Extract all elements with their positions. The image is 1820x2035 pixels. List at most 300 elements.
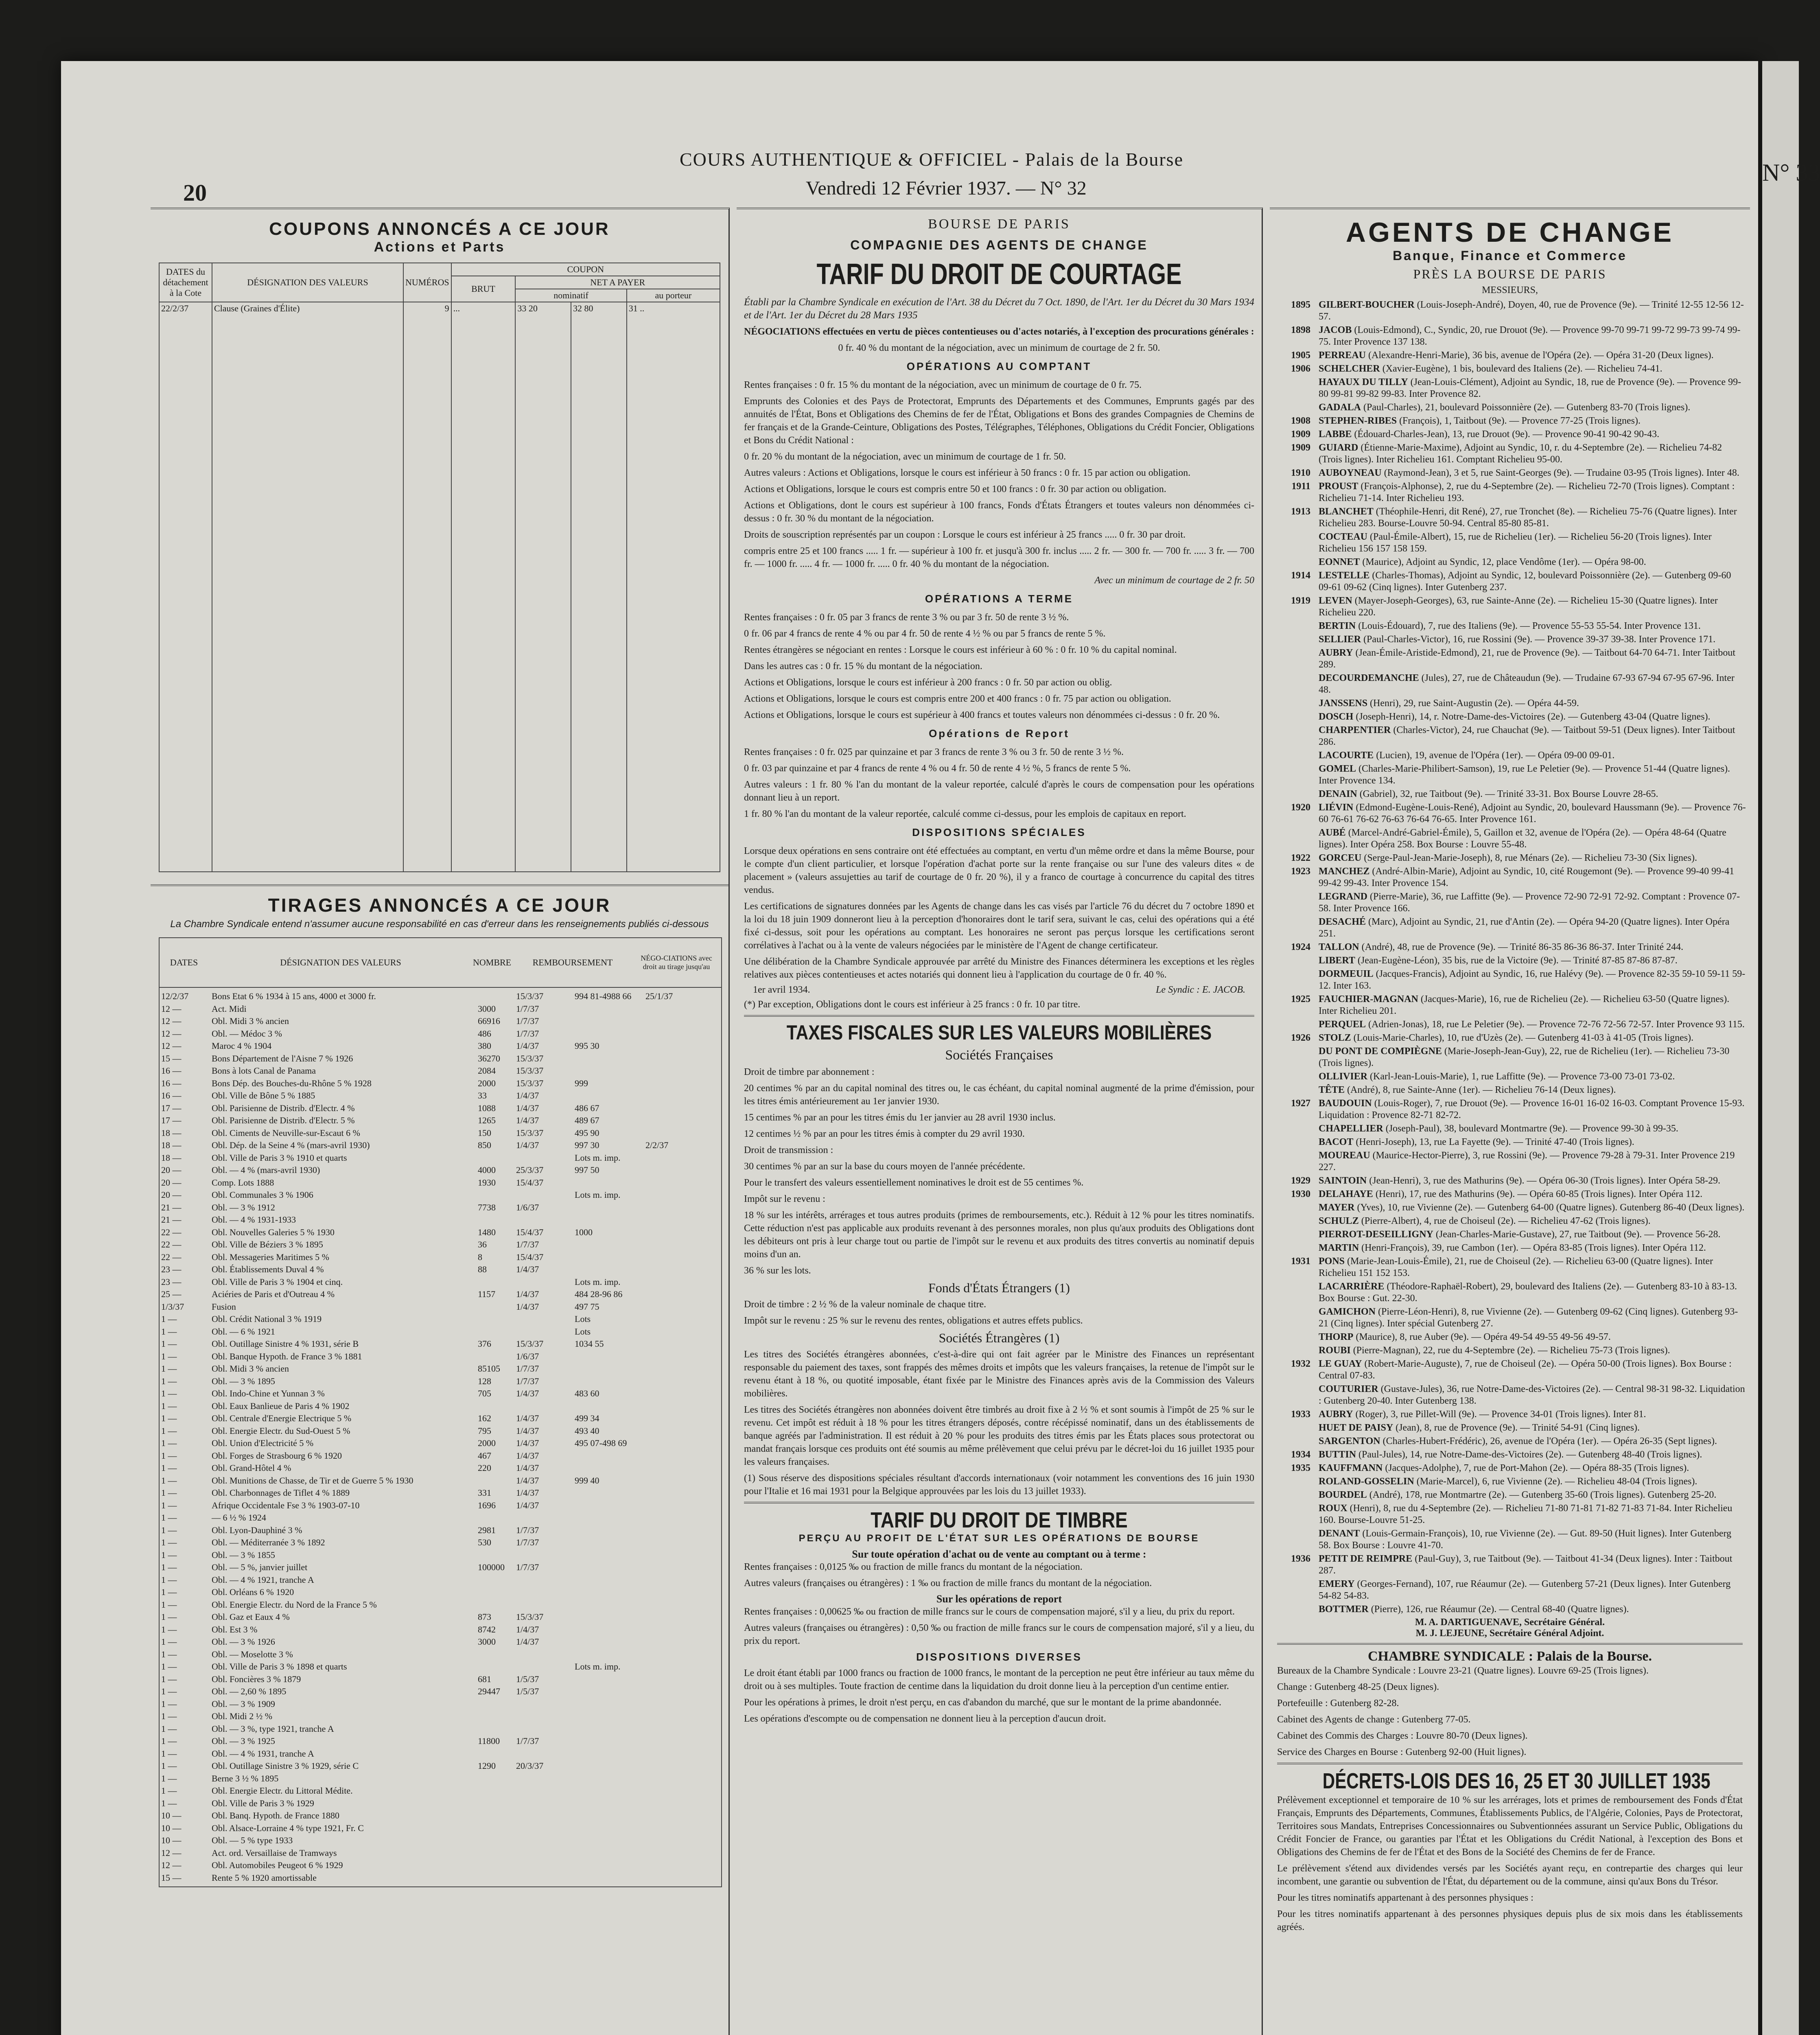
tirages-col-dates: DATES — [170, 957, 198, 967]
agent-details: (Gabriel), 32, rue Taitbout (9e). — Trinité 33-31. Box Bourse Louvre 28-65. — [1359, 789, 1658, 799]
agent-entry — [1274, 467, 1746, 479]
tirage-nombre: 150 — [478, 1127, 491, 1138]
tirage-row — [160, 1512, 721, 1524]
agent-details: (Louis-Edmond), C., Syndic, 20, rue Drouot (9e). — Provence 99-70 99-71 99-72 99-73 99-74 99-75. Inter Provence 137 138. — [1319, 325, 1741, 347]
next-page-edge — [1762, 61, 1820, 2035]
text-paragraph: Portefeuille : Gutenberg 82-28. — [1277, 1698, 1399, 1709]
timbre-diverses-lines — [737, 1667, 1262, 1725]
tirage-date: 1 — — [161, 1450, 177, 1461]
tirage-date: 20 — — [161, 1177, 182, 1188]
agent-entry — [1274, 968, 1746, 992]
agent-year: 1905 — [1291, 350, 1310, 361]
text-paragraph: Pour le transfert des valeurs essentiellement nominatives le droit est de 55 centimes %. — [744, 1177, 1084, 1188]
tirage-row — [160, 1586, 721, 1599]
report-lines — [737, 746, 1262, 821]
text-paragraph: Actions et Obligations, lorsque le cours est supérieur à 400 francs et toutes valeurs non dénommées ci-dessus : 0 fr. 20 %. — [744, 710, 1220, 720]
tirage-row — [160, 1412, 721, 1425]
tirages-col-remboursement: REMBOURSEMENT — [532, 957, 613, 967]
tirage-date: 1 — — [161, 1339, 177, 1349]
terme-lines — [737, 611, 1262, 722]
tarif-title: TARIF DU DROIT DE COURTAGE — [816, 258, 1182, 291]
agent-year: 1908 — [1291, 416, 1310, 426]
agent-name: DECOURDEMANCHE — [1319, 673, 1419, 683]
tirage-designation: Obl. Ville de Paris 3 % 1910 et quarts — [212, 1152, 347, 1163]
tirage-designation: Obl. Automobiles Peugeot 6 % 1929 — [212, 1860, 343, 1870]
text-paragraph: Autres valeurs (françaises ou étrangères) : 0,50 ‰ ou fraction de mille francs sur le cours de compensation majoré, s'il y a lieu, du prix du report. — [744, 1623, 1254, 1646]
text-paragraph: 36 % sur les lots. — [744, 1265, 811, 1276]
tirage-rdate: 1/7/37 — [516, 1525, 539, 1535]
tirage-rdate: 15/3/37 — [516, 1612, 544, 1622]
tirage-rdate: 1/7/37 — [516, 1736, 539, 1746]
text-paragraph: 0 fr. 03 par quinzaine et par 4 francs de rente 4 % ou 4 fr. 50 de rente 4 ½ %, 5 francs de rente 5 %. — [744, 763, 1131, 774]
tirage-rdate: 15/3/37 — [516, 1078, 544, 1088]
tirage-row — [160, 1710, 721, 1723]
tirage-row — [160, 1065, 721, 1077]
agent-details: (Pierre), 126, rue Réaumur (2e). — Central 68-40 (Quatre lignes). — [1371, 1604, 1629, 1615]
tirage-designation: Obl. Établissements Duval 4 % — [212, 1264, 324, 1274]
tirage-row — [160, 1090, 721, 1102]
timbre-comptant-title: Sur toute opération d'achat ou de vente au comptant ou à terme : — [852, 1548, 1146, 1560]
coupons-row — [159, 302, 720, 872]
agent-name: HAYAUX DU TILLY — [1319, 377, 1408, 387]
agent-details: (Paul-Jules), 14, rue Notre-Dame-des-Victoires (2e). — Gutenberg 48-40 (Trois lignes). — [1358, 1449, 1702, 1460]
taxes-fr-lines — [737, 1066, 1262, 1277]
agent-name: MOUREAU — [1319, 1150, 1370, 1161]
tirage-date: 1 — — [161, 1649, 177, 1659]
tirage-designation: Rente 5 % 1920 amortissable — [212, 1872, 317, 1883]
tirage-row — [160, 1003, 721, 1015]
tirage-date: 1 — — [161, 1786, 177, 1796]
tirage-date: 1 — — [161, 1388, 177, 1398]
agent-year: 1895 — [1291, 300, 1310, 310]
newspaper-page — [61, 61, 1758, 2035]
tirage-designation: Obl. Energie Electr. du Nord de la France 5 % — [212, 1599, 377, 1610]
tirage-date: 15 — — [161, 1053, 182, 1063]
tirage-nombre: 29447 — [478, 1686, 500, 1696]
agent-year: 1906 — [1291, 363, 1310, 374]
tirage-row — [160, 1735, 721, 1748]
tirage-nombre: 7738 — [478, 1202, 496, 1212]
tirage-date: 12/2/37 — [161, 991, 189, 1001]
tirage-row — [160, 1053, 721, 1065]
tirage-rdate: 1/4/37 — [516, 1637, 539, 1647]
agent-entry — [1274, 711, 1746, 723]
tirage-row — [160, 1661, 721, 1673]
timbre-subtitle: PERÇU AU PROFIT DE L'ÉTAT SUR LES OPÉRATIONS DE BOURSE — [798, 1533, 1200, 1544]
agent-year: 1925 — [1291, 994, 1310, 1004]
agent-name: SAINTOIN — [1319, 1175, 1367, 1186]
agent-name: LIBERT — [1319, 955, 1355, 966]
tirage-taux: 999 — [575, 1078, 588, 1088]
agent-entry — [1274, 647, 1746, 671]
agent-name: EMERY — [1319, 1579, 1355, 1589]
agent-details: (André), 48, rue de Provence (9e). — Trinité 86-35 86-36 86-37. Inter Trinité 244. — [1361, 942, 1684, 952]
tirage-designation: Obl. — 3 % 1895 — [212, 1376, 275, 1386]
text-paragraph: 18 % sur les intérêts, arrérages et tous autres produits (primes de remboursements, etc.). Réduit à 12 % pour les titres nominatifs. Cette réduction n'est pas applicable aux produits revenant à des personnes morales, non plus qu'aux produits des Obligations dont les débiteurs ont pris à leur charge tout ou partie de l'impôt sur le revenu et aux produits des titres convertis au nominatif depuis moins d'un an. — [744, 1210, 1254, 1260]
tirage-rdate: 1/6/37 — [516, 1202, 539, 1212]
soc-etr-title: Sociétés Étrangères (1) — [938, 1330, 1060, 1345]
tirage-designation: Obl. Foncières 3 % 1879 — [212, 1674, 301, 1684]
tirage-designation: Obl. Ville de Bône 5 % 1885 — [212, 1090, 315, 1101]
tirage-rdate: 1/4/37 — [516, 1115, 539, 1125]
agent-name: LEVEN — [1319, 595, 1352, 606]
agent-entry — [1274, 1383, 1746, 1407]
tirage-taux: 999 40 — [575, 1475, 599, 1486]
tirage-designation: Bons Département de l'Aisne 7 % 1926 — [212, 1053, 353, 1063]
tirage-designation: Obl. Alsace-Lorraine 4 % type 1921, Fr. C — [212, 1823, 364, 1833]
tirage-nombre: 873 — [478, 1612, 491, 1622]
tirages-col-nombre: NOMBRE — [473, 957, 512, 967]
agent-year: 1933 — [1291, 1409, 1310, 1420]
tirage-rdate: 1/4/37 — [516, 1500, 539, 1510]
tirage-designation: Afrique Occidentale Fse 3 % 1903-07-10 — [212, 1500, 360, 1510]
agent-entry — [1274, 1215, 1746, 1227]
agent-year: 1922 — [1291, 853, 1310, 863]
tirage-row — [160, 1648, 721, 1661]
tirage-row — [160, 1698, 721, 1711]
tirage-designation: Obl. Union d'Electricité 5 % — [212, 1438, 314, 1448]
agent-entry — [1274, 1331, 1746, 1343]
text-paragraph: Actions et Obligations, dont le cours est supérieur à 100 francs, Fonds d'États Étrangers et toutes valeurs non dénommées ci-dessus : 0 fr. 30 % du montant de la négociation. — [744, 500, 1254, 524]
tirage-designation: Obl. — Méditerranée 3 % 1892 — [212, 1537, 325, 1547]
agents-subtitle: Banque, Finance et Commerce — [1393, 248, 1627, 263]
tirage-nombre: 380 — [478, 1041, 491, 1051]
agent-details: (Joseph-Henri), 14, r. Notre-Dame-des-Victoires (2e). — Gutenberg 43-04 (Quatre lignes). — [1356, 711, 1711, 722]
tirage-designation: Obl. — 4 % 1931-1933 — [212, 1214, 296, 1225]
tirage-row — [160, 1114, 721, 1127]
text-paragraph: Emprunts des Colonies et des Pays de Protectorat, Emprunts des Départements et des Communes, Emprunts gagés par des annuités de l'État, Bons et Obligations des Chemins de fer de l'État, Obligations et Bons des grandes Compagnies de Chemins de fer français et de la Grande-Ceinture, Obligations des Postes, Télégraphes, Téléphones, Obligations du Crédit Foncier, Obligations et Bons du Crédit National : — [744, 396, 1254, 446]
tirage-nombre: 4000 — [478, 1165, 496, 1175]
tirage-row — [160, 1475, 721, 1487]
tirage-taux: Lots — [575, 1314, 591, 1324]
agent-details: (Louis-Marie-Charles), 10, rue d'Uzès (2e). — Gutenberg 41-03 à 41-05 (Trois lignes). — [1353, 1033, 1694, 1043]
dispositions-title: DISPOSITIONS SPÉCIALES — [912, 826, 1086, 838]
coupons-col-dates: DATES du détachement à la Cote — [159, 263, 212, 302]
tirage-nombre: 530 — [478, 1537, 491, 1547]
tirage-row — [160, 1760, 721, 1772]
tirage-row — [160, 1400, 721, 1413]
tirage-date: 1 — — [161, 1674, 177, 1684]
tirage-designation: Obl. Dép. de la Seine 4 % (mars-avril 1930) — [212, 1140, 370, 1150]
tirage-designation: Obl. — 5 %, janvier juillet — [212, 1562, 308, 1572]
tarif-company: COMPAGNIE DES AGENTS DE CHANGE — [850, 238, 1148, 252]
text-paragraph: Service des Charges en Bourse : Gutenberg 92-00 (Huit lignes). — [1277, 1747, 1527, 1757]
agent-entry — [1274, 442, 1746, 466]
page-header — [61, 61, 1758, 208]
secretary-adjoint: M. J. LEJEUNE, Secrétaire Général Adjoint. — [1415, 1628, 1604, 1639]
tirage-taux: 484 28-96 86 — [575, 1289, 623, 1299]
agent-entry — [1274, 1476, 1746, 1488]
agent-entry — [1274, 1345, 1746, 1357]
tirage-taux: Lots m. imp. — [575, 1152, 621, 1163]
tarif-negociations: NÉGOCIATIONS effectuées en vertu de pièces contentieuses ou d'actes notariés, à l'exception des procurations générales : — [744, 326, 1254, 337]
tirage-negociation: 25/1/37 — [645, 991, 673, 1001]
tirage-nombre: 705 — [478, 1388, 491, 1398]
tirage-nombre: 100000 — [478, 1562, 505, 1572]
agent-entry — [1274, 866, 1746, 889]
agent-details: (Théodore-Raphaël-Robert), 29, boulevard des Italiens (2e). — Gutenberg 83-10 à 83-13. Box Bourse : Gut. 22-30. — [1319, 1281, 1737, 1304]
agent-name: PERQUEL — [1319, 1019, 1366, 1030]
tirage-row — [160, 1772, 721, 1785]
agent-details: (Étienne-Marie-Maxime), Adjoint au Syndic, 10, r. du 4-Septembre (2e). — Richelieu 74-82 (Trois lignes). Inter Richelieu 161. Comptant Richelieu 95-00. — [1319, 442, 1722, 465]
coupon-date: 22/2/37 — [159, 302, 212, 872]
agent-details: (Jacques-Marie), 16, rue de Richelieu (2e). — Richelieu 63-50 (Quatre lignes). Inter Richelieu 201. — [1319, 994, 1730, 1016]
agent-name: LEGRAND — [1319, 891, 1368, 902]
coupons-col-net: NET A PAYER — [515, 276, 720, 289]
agent-name: COCTEAU — [1319, 532, 1368, 542]
tirage-row — [160, 1636, 721, 1648]
tirage-nombre: 850 — [478, 1140, 491, 1150]
tirage-rdate: 1/7/37 — [516, 1016, 539, 1026]
secretary: M. A. DARTIGUENAVE, Secrétaire Général. — [1415, 1617, 1605, 1628]
tirage-designation: Maroc 4 % 1904 — [212, 1041, 272, 1051]
minimum-note: Avec un minimum de courtage de 2 fr. 50 — [1094, 575, 1254, 586]
tirage-nombre: 11800 — [478, 1736, 500, 1746]
coupons-col-designation: DÉSIGNATION DES VALEURS — [212, 263, 403, 302]
tirage-designation: Obl. Munitions de Chasse, de Tir et de Guerre 5 % 1930 — [212, 1475, 413, 1486]
agent-name: FAUCHIER-MAGNAN — [1319, 994, 1418, 1004]
tirage-designation: Obl. Parisienne de Distrib. d'Electr. 5 % — [212, 1115, 355, 1125]
tarif-footnote: (*) Par exception, Obligations dont le cours est inférieur à 25 francs : 0 fr. 10 par titre. — [744, 999, 1081, 1010]
tirage-nombre: 1930 — [478, 1177, 496, 1188]
agent-details: (Henri), 8, rue du 4-Septembre (2e). — Richelieu 71-80 71-81 71-82 71-83 71-84. Inter Richelieu 160. Bourse-Louvre 51-25. — [1319, 1503, 1732, 1525]
agent-details: (Yves), 10, rue Vivienne (2e). — Gutenberg 64-00 (Quatre lignes). Gutenberg 86-40 (Deux lignes). — [1357, 1202, 1745, 1213]
tirage-row — [160, 1387, 721, 1400]
tirage-date: 1 — — [161, 1512, 177, 1523]
agent-entry — [1274, 429, 1746, 440]
agent-entry — [1274, 556, 1746, 568]
tirage-rdate: 1/7/37 — [516, 1376, 539, 1386]
tirage-rdate: 1/4/37 — [516, 1103, 539, 1113]
date-signed: 1er avril 1934. — [753, 985, 810, 995]
tirage-nombre: 66916 — [478, 1016, 500, 1026]
tirage-date: 1 — — [161, 1773, 177, 1783]
agent-entry — [1274, 827, 1746, 851]
agent-details: (Henri), 17, rue des Mathurins (9e). — Opéra 60-85 (Trois lignes). Inter Opéra 112. — [1375, 1189, 1703, 1199]
tirage-rdate: 15/3/37 — [516, 991, 544, 1001]
agent-entry — [1274, 1409, 1746, 1420]
agent-entry — [1274, 1449, 1746, 1461]
agent-entry — [1274, 724, 1746, 748]
agent-details: (Paul-Charles-Victor), 16, rue Rossini (9e). — Provence 39-37 39-38. Inter Provence 171. — [1363, 634, 1716, 645]
text-paragraph: Autres valeurs : 1 fr. 80 % l'an du montant de la valeur reportée, calculé d'après le cours de compensation pour les opérations donnant lieu à un report. — [744, 779, 1254, 803]
tirage-date: 18 — — [161, 1140, 182, 1150]
tirage-taux: Lots m. imp. — [575, 1276, 621, 1287]
societes-francaises-title: Sociétés Françaises — [945, 1048, 1053, 1063]
agent-name: AUBÉ — [1319, 827, 1346, 838]
tirage-designation: Obl. Nouvelles Galeries 5 % 1930 — [212, 1227, 335, 1237]
coupons-subtitle: Actions et Parts — [374, 239, 505, 255]
tirage-nombre: 681 — [478, 1674, 491, 1684]
agent-name: ROUBI — [1319, 1345, 1351, 1356]
coupon-nominatif: 33 20 — [515, 302, 571, 872]
agent-entry — [1274, 1229, 1746, 1241]
agent-details: (Marcel-André-Gabriel-Émile), 5, Gaillon et 32, avenue de l'Opéra (2e). — Opéra 48-64 (Quatre lignes). Inter Opéra 258. Box Bourse : Louvre 55-48. — [1319, 827, 1726, 850]
tirage-date: 20 — — [161, 1190, 182, 1200]
tirage-row — [160, 1164, 721, 1177]
tirage-rdate: 1/4/37 — [516, 1301, 539, 1312]
tirage-designation: Obl. Banq. Hypoth. de France 1880 — [212, 1810, 340, 1821]
tirage-row — [160, 1214, 721, 1226]
agent-name: SARGENTON — [1319, 1436, 1380, 1446]
agent-entry — [1274, 1150, 1746, 1173]
chambre-lines — [1270, 1664, 1750, 1759]
tirage-date: 16 — — [161, 1090, 182, 1101]
tirage-row — [160, 1797, 721, 1810]
coupon-brut: ... — [451, 302, 516, 872]
agent-name: TALLON — [1319, 942, 1359, 952]
agent-year: 1910 — [1291, 468, 1310, 478]
comptant-title: OPÉRATIONS AU COMPTANT — [906, 360, 1092, 372]
tirage-designation: Obl. — 6 % 1921 — [212, 1326, 275, 1337]
tirage-date: 1 — — [161, 1698, 177, 1709]
tirage-rdate: 15/3/37 — [516, 1339, 544, 1349]
agent-details: (Jacques-Francis), Adjoint au Syndic, 16, rue Halévy (9e). — Provence 82-35 59-10 59-11 59-12. Inter 163. — [1319, 969, 1746, 991]
agent-name: BOURDEL — [1319, 1490, 1367, 1500]
tirage-nombre: 3000 — [478, 1637, 496, 1647]
tirage-designation: Obl. Banque Hypoth. de France 3 % 1881 — [212, 1351, 362, 1361]
page-number: 20 — [183, 179, 207, 206]
agent-name: GADALA — [1319, 402, 1361, 413]
tirage-designation: Obl. — 2,60 % 1895 — [212, 1686, 287, 1696]
tirage-taux: 495 90 — [575, 1127, 599, 1138]
agent-details: (André), 178, rue Montmartre (2e). — Gutenberg 35-60 (Trois lignes). Gutenberg 25-20. — [1369, 1490, 1717, 1500]
agent-details: (Adrien-Jonas), 18, rue Le Peletier (9e). — Provence 72-76 72-56 72-57. Inter Provence 93 115. — [1368, 1019, 1745, 1030]
agent-entry — [1274, 1462, 1746, 1474]
agent-entry — [1274, 1242, 1746, 1254]
text-paragraph: Pour les titres nominatifs appartenant à des personnes physiques depuis plus de six mois dans les établissements agréés. — [1277, 1909, 1743, 1932]
tirage-rdate: 1/7/37 — [516, 1028, 539, 1039]
tirages-note: La Chambre Syndicale entend n'assumer aucune responsabilité en cas d'erreur dans les renseignements publiés ci-dessous — [170, 919, 709, 930]
agent-details: (Charles-Thomas), Adjoint au Syndic, 12, boulevard Poissonnière (2e). — Gutenberg 09-60 09-61 09-62 (Cinq lignes). Inter Gutenberg 237. — [1319, 570, 1731, 593]
tirage-rdate: 1/4/37 — [516, 1264, 539, 1274]
tirage-rdate: 1/6/37 — [516, 1351, 539, 1361]
tirage-row — [160, 1810, 721, 1822]
text-paragraph: Rentes françaises : 0,00625 ‰ ou fraction de mille francs sur le cours de compensation majoré, s'il y a lieu, du prix du report. — [744, 1606, 1235, 1617]
agent-name: TÊTE — [1319, 1085, 1345, 1095]
text-paragraph: Actions et Obligations, lorsque le cours est inférieur à 200 francs : 0 fr. 50 par action ou oblig. — [744, 677, 1112, 688]
tirage-designation: Obl. Ville de Paris 3 % 1898 et quarts — [212, 1661, 347, 1672]
text-paragraph: 15 centimes % par an pour les titres émis du 1er janvier au 28 avril 1930 inclus. — [744, 1112, 1056, 1123]
tirage-rdate: 15/4/37 — [516, 1177, 544, 1188]
tirage-date: 1 — — [161, 1376, 177, 1386]
tirage-designation: Obl. Midi 3 % ancien — [212, 1016, 289, 1026]
tirage-date: 1 — — [161, 1798, 177, 1808]
agent-year: 1920 — [1291, 802, 1310, 813]
agent-entry — [1274, 1188, 1746, 1200]
tirage-date: 16 — — [161, 1066, 182, 1076]
tirage-designation: Obl. Forges de Strasbourg 6 % 1920 — [212, 1450, 342, 1461]
agent-year: 1911 — [1291, 481, 1310, 492]
coupons-col-coupon: COUPON — [451, 263, 720, 276]
timbre-comptant-lines — [737, 1560, 1262, 1590]
agent-entry — [1274, 415, 1746, 427]
agent-details: (Henri-Joseph), 13, rue La Fayette (9e). — Trinité 47-40 (Trois lignes). — [1356, 1137, 1634, 1147]
agent-name: BERTIN — [1319, 621, 1356, 631]
text-paragraph: Cabinet des Agents de change : Gutenberg 77-05. — [1277, 1714, 1471, 1725]
tirage-rdate: 15/3/37 — [516, 1066, 544, 1076]
tirage-date: 1 — — [161, 1761, 177, 1771]
chambre-title: CHAMBRE SYNDICALE : Palais de la Bourse. — [1368, 1649, 1652, 1664]
agent-name: BACOT — [1319, 1137, 1354, 1147]
tirage-date: 1 — — [161, 1736, 177, 1746]
tirage-date: 18 — — [161, 1152, 182, 1163]
tirage-nombre: 1088 — [478, 1103, 496, 1113]
agent-details: (Marie-Jean-Louis-Émile), 21, rue de Choiseul (2e). — Richelieu 63-00 (Quatre lignes). Inter Richelieu 151 152 153. — [1319, 1256, 1713, 1278]
agent-name: CHAPELLIER — [1319, 1123, 1383, 1134]
agent-details: (Lucien), 19, avenue de l'Opéra (1er). — Opéra 09-00 09-01. — [1376, 750, 1615, 761]
agent-name: GORCEU — [1319, 853, 1362, 863]
agent-name: DOSCH — [1319, 711, 1354, 722]
tirage-row — [160, 1599, 721, 1611]
text-paragraph: 30 centimes % par an sur la base du cours moyen de l'année précédente. — [744, 1161, 1025, 1172]
tirage-rdate: 1/7/37 — [516, 1363, 539, 1374]
tirage-designation: Obl. — 3 % 1912 — [212, 1202, 275, 1212]
agent-name: GILBERT-BOUCHER — [1319, 300, 1415, 310]
tirage-row — [160, 1847, 721, 1860]
tirage-designation: Obl. — 3 % 1926 — [212, 1637, 275, 1647]
agent-name: PERREAU — [1319, 350, 1366, 361]
tirage-taux: 497 75 — [575, 1301, 599, 1312]
agent-entry — [1274, 402, 1746, 414]
tirages-col-designation: DÉSIGNATION DES VALEURS — [280, 957, 401, 967]
tirage-rdate: 1/5/37 — [516, 1674, 539, 1684]
tirages-rows — [160, 988, 721, 1886]
tirage-rdate: 1/4/37 — [516, 1140, 539, 1150]
report-title: Opérations de Report — [929, 727, 1070, 740]
tirage-row — [160, 1139, 721, 1152]
tirage-designation: Obl. Est 3 % — [212, 1624, 258, 1635]
agent-entry — [1274, 955, 1746, 967]
tirage-taux: Lots — [575, 1326, 591, 1337]
tirage-rdate: 20/3/37 — [516, 1761, 544, 1771]
fonds-title: Fonds d'États Étrangers (1) — [928, 1280, 1070, 1295]
tirage-date: 23 — — [161, 1264, 182, 1274]
agent-name: PONS — [1319, 1256, 1345, 1267]
tirage-rdate: 1/4/37 — [516, 1488, 539, 1498]
coupons-title: COUPONS ANNONCÉS A CE JOUR — [269, 219, 610, 239]
tirage-row — [160, 1549, 721, 1562]
tirage-nombre: 795 — [478, 1425, 491, 1436]
agent-name: DELAHAYE — [1319, 1189, 1373, 1199]
coupons-col-brut: BRUT — [451, 276, 516, 302]
tirage-date: 10 — — [161, 1810, 182, 1821]
agents-list — [1270, 299, 1750, 1615]
agent-details: (Jules), 27, rue de Châteaudun (9e). — Trudaine 67-93 67-94 67-95 67-96. Inter 48. — [1319, 673, 1735, 695]
tirage-taux: Lots m. imp. — [575, 1661, 621, 1672]
tirage-row — [160, 1611, 721, 1624]
agent-year: 1930 — [1291, 1189, 1310, 1199]
agent-entry — [1274, 506, 1746, 530]
tirage-row — [160, 1499, 721, 1512]
tirage-designation: Obl. — 3 % 1925 — [212, 1736, 275, 1746]
agent-details: (Alexandre-Henri-Marie), 36 bis, avenue de l'Opéra (2e). — Opéra 31-20 (Deux lignes). — [1368, 350, 1714, 361]
tirage-designation: Obl. Midi 3 % ancien — [212, 1363, 289, 1374]
taxes-fonds-lines — [737, 1298, 1262, 1327]
next-page-number: N° 33 — [1762, 159, 1820, 186]
tirage-designation: Obl. — 3 %, type 1921, tranche A — [212, 1723, 334, 1734]
tirage-date: 1 — — [161, 1624, 177, 1635]
text-paragraph: Actions et Obligations, lorsque le cours est compris entre 50 et 100 francs : 0 fr. 30 par action ou obligation. — [744, 484, 1166, 495]
agent-details: (Pierre-Léon-Henri), 8, rue Vivienne (2e). — Gutenberg 09-62 (Cinq lignes). Gutenberg 93-21 (Cinq lignes). Inter spécial Gutenberg 27. — [1319, 1306, 1738, 1329]
tirage-designation: Obl. Ciments de Neuville-sur-Escaut 6 % — [212, 1127, 360, 1138]
agent-year: 1929 — [1291, 1175, 1310, 1186]
tirage-nombre: 2000 — [478, 1078, 496, 1088]
agent-entry — [1274, 595, 1746, 619]
tirage-designation: Obl. — Médoc 3 % — [212, 1028, 282, 1039]
column-right — [1270, 208, 1750, 2035]
agent-name: COUTURIER — [1319, 1384, 1378, 1394]
